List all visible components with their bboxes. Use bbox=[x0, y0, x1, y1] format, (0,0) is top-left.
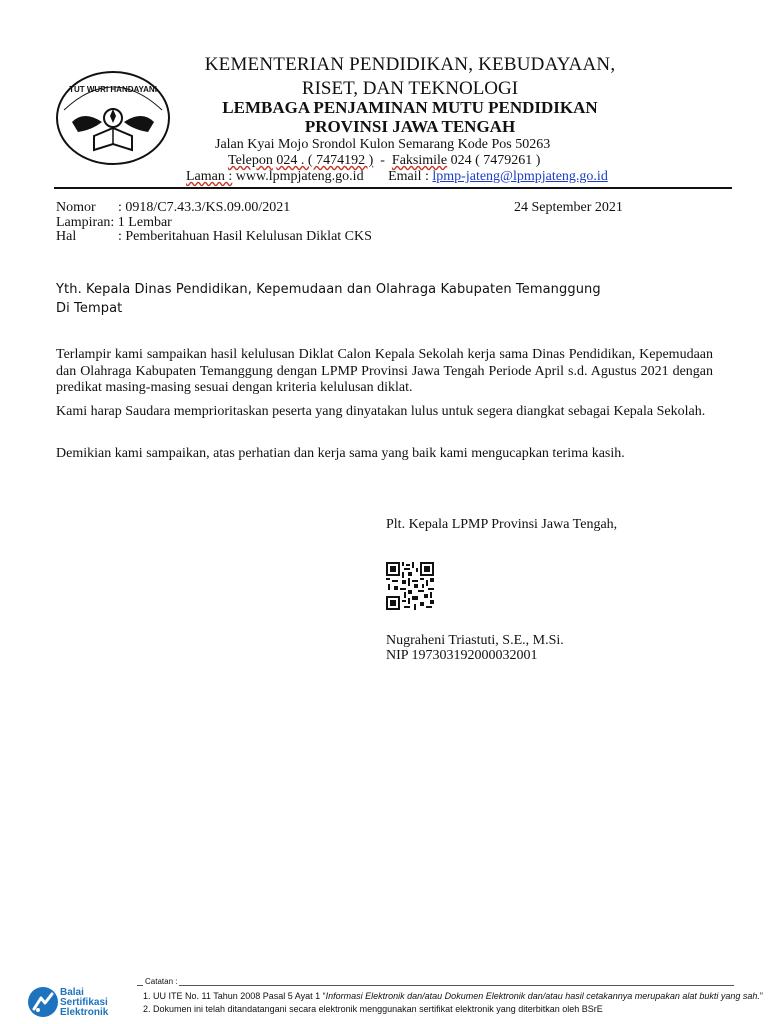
web-value[interactable]: www.lpmpjateng.go.id bbox=[235, 169, 364, 184]
note-1-end: ” bbox=[759, 991, 763, 1001]
note-2: 2. Dokumen ini telah ditandatangani secara elektronik menggunakan sertifikat elektronik yang diterbitkan oleh BSrE bbox=[143, 1004, 603, 1014]
letter-date: 24 September 2021 bbox=[514, 200, 623, 215]
body-paragraph-3: Demikian kami sampaikan, atas perhatian dan kerja sama yang baik kami mengucapkan terima kasih. bbox=[56, 446, 625, 461]
fax-label: Faksimile bbox=[391, 153, 448, 168]
nomor-row bbox=[56, 200, 290, 216]
svg-text:TUT WURI HANDAYANI: TUT WURI HANDAYANI bbox=[69, 85, 157, 94]
bsre-logo-icon bbox=[26, 985, 60, 1019]
bsre-line-2: Sertifikasi bbox=[60, 997, 108, 1008]
phone-value: 024 . ( 7474192 ) bbox=[276, 153, 374, 168]
signatory-name: Nugraheni Triastuti, S.E., M.Si. bbox=[386, 633, 564, 648]
nomor-value: : 0918/C7.43.3/KS.09.00/2021 bbox=[118, 200, 291, 215]
hal-label: Hal bbox=[56, 229, 77, 244]
signatory-nip: NIP 197303192000032001 bbox=[386, 648, 538, 663]
letterhead-divider bbox=[54, 187, 732, 189]
tut-wuri-handayani-logo bbox=[54, 70, 172, 166]
phone-label: Telepon bbox=[228, 153, 273, 168]
recipient-line-2: Di Tempat bbox=[56, 301, 123, 316]
recipient-line-1: Yth. Kepala Dinas Pendidikan, Kepemudaan dan Olahraga Kabupaten Temanggung bbox=[56, 282, 601, 297]
body-paragraph-2: Kami harap Saudara memprioritaskan peserta yang dinyatakan lulus untuk segera diangkat sebagai Kepala Sekolah. bbox=[56, 404, 706, 419]
institution-line-1: LEMBAGA PENJAMINAN MUTU PENDIDIKAN bbox=[222, 98, 598, 117]
signatory-title: Plt. Kepala LPMP Provinsi Jawa Tengah, bbox=[386, 517, 618, 532]
fax-value: 024 ( 7479261 ) bbox=[450, 153, 541, 168]
contact-phone-fax: Telepon 024 . ( 7474192 ) - Faksimile 024 ( 7479261 ) bbox=[228, 153, 541, 168]
nomor-label: Nomor bbox=[56, 200, 96, 215]
web-label: Laman : bbox=[186, 169, 233, 184]
bsre-line-1: Balai bbox=[60, 987, 84, 998]
notes-title: Catatan : bbox=[145, 977, 178, 986]
institution-line-2: PROVINSI JAWA TENGAH bbox=[304, 117, 516, 136]
contact-web-email bbox=[186, 169, 608, 185]
ministry-line-1: KEMENTERIAN PENDIDIKAN, KEBUDAYAAN, bbox=[204, 54, 616, 75]
note-1-quote: Informasi Elektronik dan/atau Dokumen Elektronik dan/atau hasil cetakannya merupakan alat bukti yang sah. bbox=[325, 991, 760, 1001]
bsre-line-3: Elektronik bbox=[60, 1007, 109, 1018]
email-label: Email : bbox=[388, 169, 429, 184]
hal-row bbox=[56, 229, 372, 245]
note-1 bbox=[143, 991, 763, 1001]
footer-divider bbox=[137, 985, 734, 986]
ministry-line-2: RISET, DAN TEKNOLOGI bbox=[301, 78, 519, 99]
note-1-text: 1. UU ITE No. 11 Tahun 2008 Pasal 5 Ayat 1 “ bbox=[143, 991, 326, 1001]
email-link[interactable]: lpmp-jateng@lpmpjateng.go.id bbox=[432, 169, 608, 184]
lampiran-value: : 1 Lembar bbox=[110, 215, 172, 230]
body-paragraph-1: Terlampir kami sampaikan hasil kelulusan Diklat Calon Kepala Sekolah kerja sama Dinas Pendidikan, Kepemudaan dan Olahraga Kabupaten Temanggung dengan LPMP Provinsi Jawa Tengah Periode April s.d. Agustus 2021 dengan predikat masing-masing sesuai dengan kriteria kelulusan diklat. bbox=[56, 347, 713, 395]
lampiran-label: Lampiran bbox=[56, 215, 111, 230]
address: Jalan Kyai Mojo Srondol Kulon Semarang Kode Pos 50263 bbox=[215, 137, 551, 152]
qr-code-icon bbox=[386, 562, 434, 610]
hal-value: : Pemberitahuan Hasil Kelulusan Diklat CKS bbox=[118, 229, 372, 244]
